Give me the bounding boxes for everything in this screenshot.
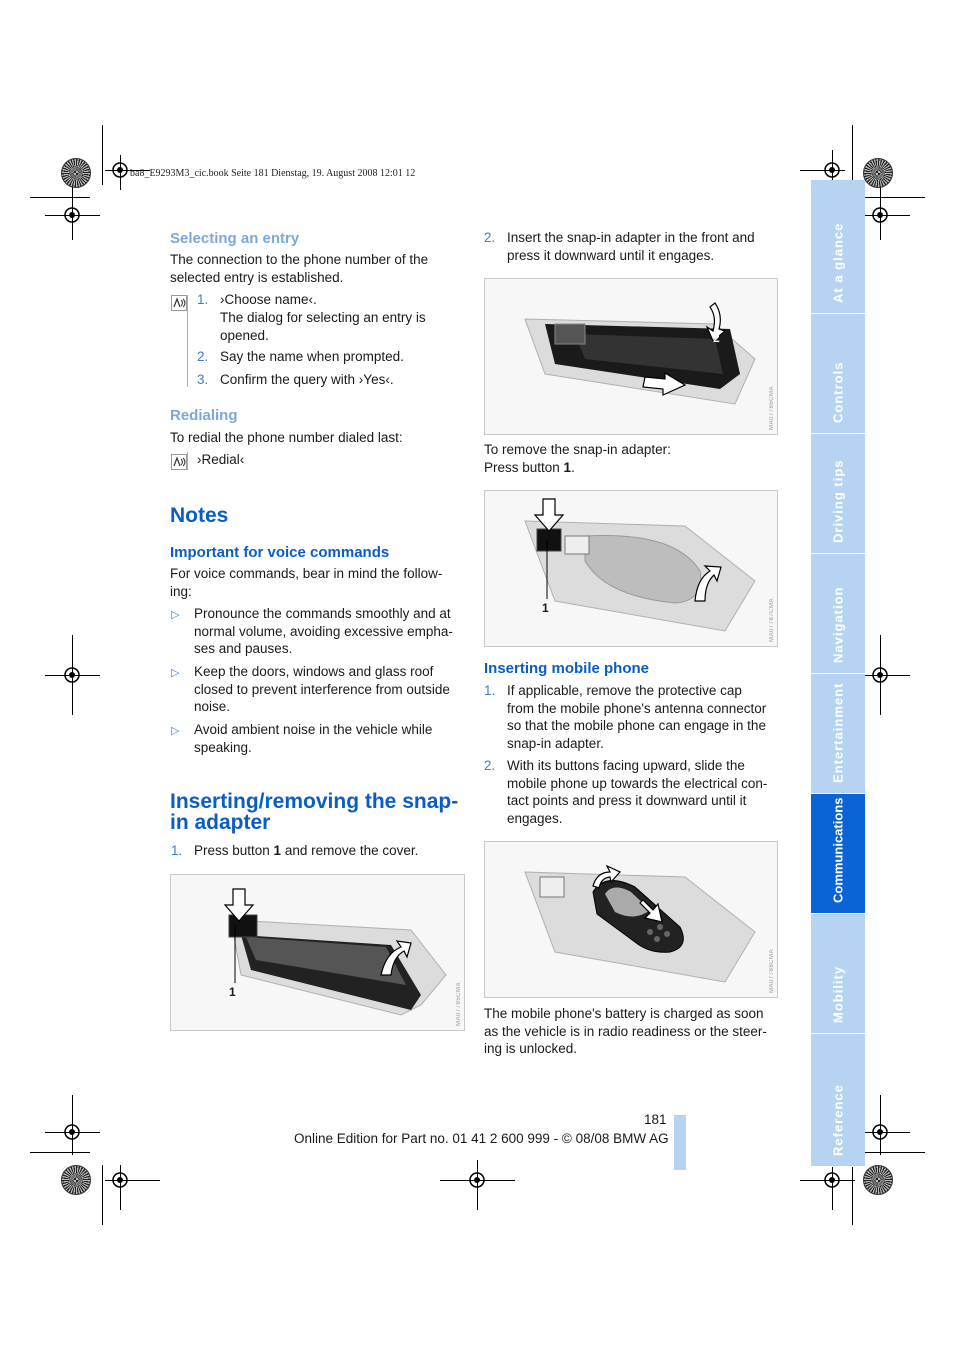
redialing-heading: Redialing (170, 407, 238, 424)
voice-command-icon (171, 454, 187, 470)
remove-adapter-illustration (484, 490, 778, 647)
notes-bullet-3: ▷ Avoid ambient noise in the vehicle while speaking. (171, 722, 433, 755)
notes-bullet-1: ▷ Pronounce the commands smoothly and at normal volume, avoiding excessive empha- ses and pauses. (171, 606, 453, 656)
color-target-icon (61, 1165, 91, 1195)
tab-driving-tips[interactable]: Driving tips (811, 434, 865, 554)
step-2-callout: 2 (713, 331, 720, 345)
notes-intro-line1: For voice commands, bear in mind the follow- (170, 566, 443, 581)
voice-step-bar (187, 452, 188, 470)
snap-in-step-2: 2. Insert the snap-in adapter in the front and press it downward until it engages. (484, 230, 755, 263)
adapter-cover-illustration (170, 874, 465, 1031)
inserting-mobile-heading: Inserting mobile phone (484, 660, 650, 677)
selecting-step-3: 3. Confirm the query with ›Yes‹. (197, 372, 394, 387)
battery-line3: ing is unlocked. (484, 1041, 578, 1056)
tab-entertainment[interactable]: Entertainment (811, 674, 865, 794)
redial-command: ›Redial‹ (197, 452, 245, 467)
voice-step-bar (187, 295, 188, 387)
mobile-phone-illustration (484, 841, 778, 998)
selecting-intro-line1: The connection to the phone number of the (170, 252, 429, 267)
selecting-step-2: 2. Say the name when prompted. (197, 349, 404, 364)
color-target-icon (863, 1165, 893, 1195)
mobile-step-2: 2. With its buttons facing upward, slide the mobile phone up towards the electrical con- tact points and press it downward until it engages. (484, 758, 768, 826)
color-target-icon (863, 158, 893, 188)
figure-code: MA07787CMA (769, 597, 775, 642)
figure-code: MA07785CMA (456, 981, 462, 1026)
button-1-callout: 1 (229, 985, 236, 999)
bullet-icon: ▷ (171, 725, 180, 737)
bullet-icon: ▷ (171, 609, 180, 621)
selecting-intro-line2: selected entry is established. (170, 270, 344, 285)
notes-heading: Notes (170, 504, 229, 527)
tab-controls[interactable]: Controls (811, 314, 865, 434)
mobile-step-1: 1. If applicable, remove the protective cap from the mobile phone's antenna connector so that the mobile phone can engage in the snap-in adapter. (484, 683, 767, 751)
button-1-callout: 1 (542, 601, 549, 615)
press-button-text: Press button 1. (484, 460, 575, 475)
tab-reference[interactable]: Reference (811, 1034, 865, 1167)
snap-in-step-1: 1. Press button 1 and remove the cover. (171, 843, 419, 858)
snap-in-heading-line1: Inserting/removing the snap- (170, 790, 459, 813)
tab-communications[interactable]: Communications (811, 794, 865, 914)
redialing-intro: To redial the phone number dialed last: (170, 430, 403, 445)
battery-line2: as the vehicle is in radio readiness or the steer- (484, 1024, 767, 1039)
color-target-icon (61, 158, 91, 188)
tab-navigation[interactable]: Navigation (811, 554, 865, 674)
bullet-icon: ▷ (171, 667, 180, 679)
edition-footer: Online Edition for Part no. 01 41 2 600 999 - © 08/08 BMW AG (294, 1131, 669, 1146)
figure-code: MA07786CMA (769, 385, 775, 430)
notes-bullet-2: ▷ Keep the doors, windows and glass roof closed to prevent interference from outside noise. (171, 664, 450, 714)
remove-adapter-text: To remove the snap-in adapter: (484, 442, 671, 457)
snap-in-heading-line2: in adapter (170, 811, 271, 834)
page-number: 181 (644, 1112, 667, 1127)
voice-command-icon (171, 295, 187, 311)
selecting-step-1: 1. ›Choose name‹. The dialog for selecting an entry is opened. (197, 292, 426, 343)
footer-accent-bar (674, 1115, 686, 1170)
tab-at-a-glance[interactable]: At a glance (811, 180, 865, 314)
voice-commands-subheading: Important for voice commands (170, 544, 390, 561)
insert-adapter-illustration (484, 278, 778, 435)
tab-mobility[interactable]: Mobility (811, 914, 865, 1034)
notes-intro-line2: ing: (170, 584, 192, 599)
selecting-entry-heading: Selecting an entry (170, 230, 300, 247)
figure-code: MA07788CMA (769, 948, 775, 993)
battery-line1: The mobile phone's battery is charged as soon (484, 1006, 764, 1021)
printer-slug: ba8_E9293M3_cic.book Seite 181 Dienstag, 19. August 2008 12:01 12 (130, 168, 416, 179)
